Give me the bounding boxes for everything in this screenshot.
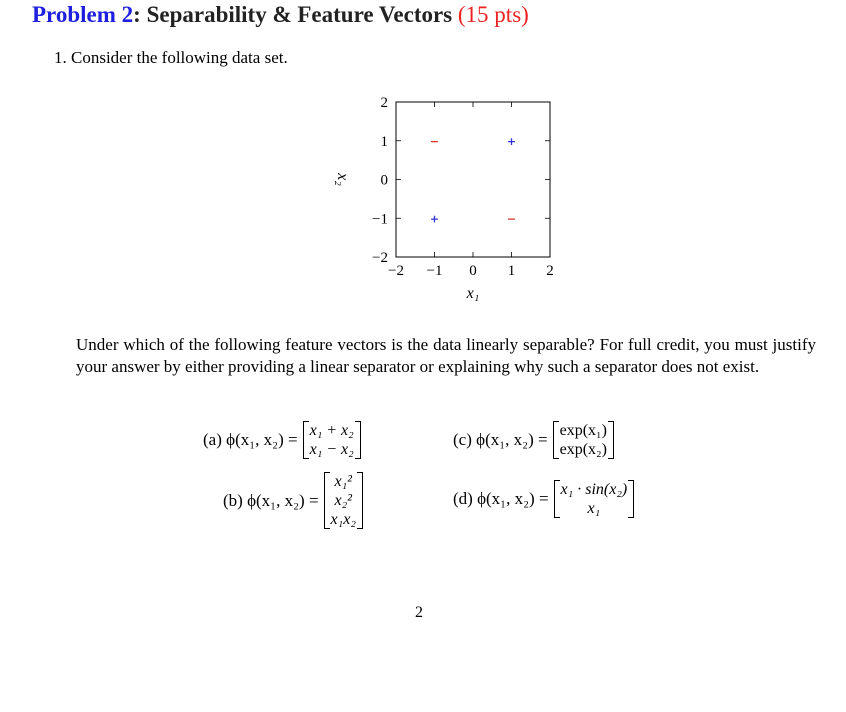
x-tick-label: −2 (388, 263, 404, 279)
option-a-label: (a) ϕ(x₁, x₂) = (203, 430, 298, 449)
x-tick-label: 2 (546, 263, 554, 279)
data-point: − (506, 212, 517, 226)
option-a-vector (304, 421, 360, 459)
option-c-vector (554, 421, 613, 459)
data-point: − (429, 134, 440, 148)
x-tick-label: 0 (469, 263, 477, 279)
option-b-row-2: x₂² (334, 492, 352, 509)
y-tick-label: 2 (380, 95, 388, 111)
option-d (453, 480, 633, 518)
data-point: + (506, 134, 517, 148)
problem-number: Problem 2 (32, 2, 134, 27)
option-a (203, 421, 360, 459)
y-tick-label: 1 (380, 133, 388, 150)
x-tick-label: 1 (507, 263, 516, 279)
y-tick-label: 0 (380, 172, 388, 189)
data-points (430, 135, 516, 226)
x-tick-label: −1 (426, 263, 443, 279)
y-tick-label: −2 (372, 250, 388, 266)
problem-title: Separability & Feature Vectors (146, 2, 453, 27)
question-number: 1. (54, 48, 67, 67)
y-tick-label: −1 (372, 211, 388, 228)
option-b-vector (325, 472, 362, 529)
page-number: 2 (415, 604, 423, 621)
option-d-row-2: x₁ (587, 500, 601, 517)
question-intro-text: Consider the following data set. (71, 48, 288, 67)
option-c-row-1: exp(x₁) (559, 422, 607, 439)
option-d-row-1: x₁ · sin(x₂) (560, 481, 628, 498)
option-b-label: (b) ϕ(x₁, x₂) = (223, 490, 319, 510)
y-axis-label: x₂ (334, 173, 351, 186)
option-c-label: (c) ϕ(x₁, x₂) = (453, 430, 548, 449)
problem-points: (15 pts) (457, 2, 529, 27)
option-c-row-2: exp(x₂) (559, 441, 607, 458)
option-d-vector (555, 480, 634, 518)
y-axis-ticks (372, 95, 550, 266)
plot-frame (396, 102, 550, 257)
option-b-row-3: x₁x₂ (330, 511, 356, 528)
option-a-row-2: x₁ − x₂ (309, 441, 354, 458)
x-axis-label: x₁ (466, 285, 480, 302)
question-body: Under which of the following feature vectors is the data linearly separable? For full credit, you must justify your answer by either providing a linear separator or explaining why such a separator does not exist. (76, 335, 816, 376)
option-a-row-1: x₁ + x₂ (309, 422, 354, 439)
data-point: + (429, 212, 440, 226)
x-axis-ticks (388, 102, 554, 279)
problem-heading: Problem 2: Separability & Feature Vectors (15 pts) (32, 2, 529, 27)
option-b-row-1: x₁² (334, 473, 352, 490)
data-set-plot (0, 0, 846, 330)
option-c (453, 421, 613, 459)
option-d-label: (d) ϕ(x₁, x₂) = (453, 489, 549, 508)
option-b (223, 472, 362, 529)
